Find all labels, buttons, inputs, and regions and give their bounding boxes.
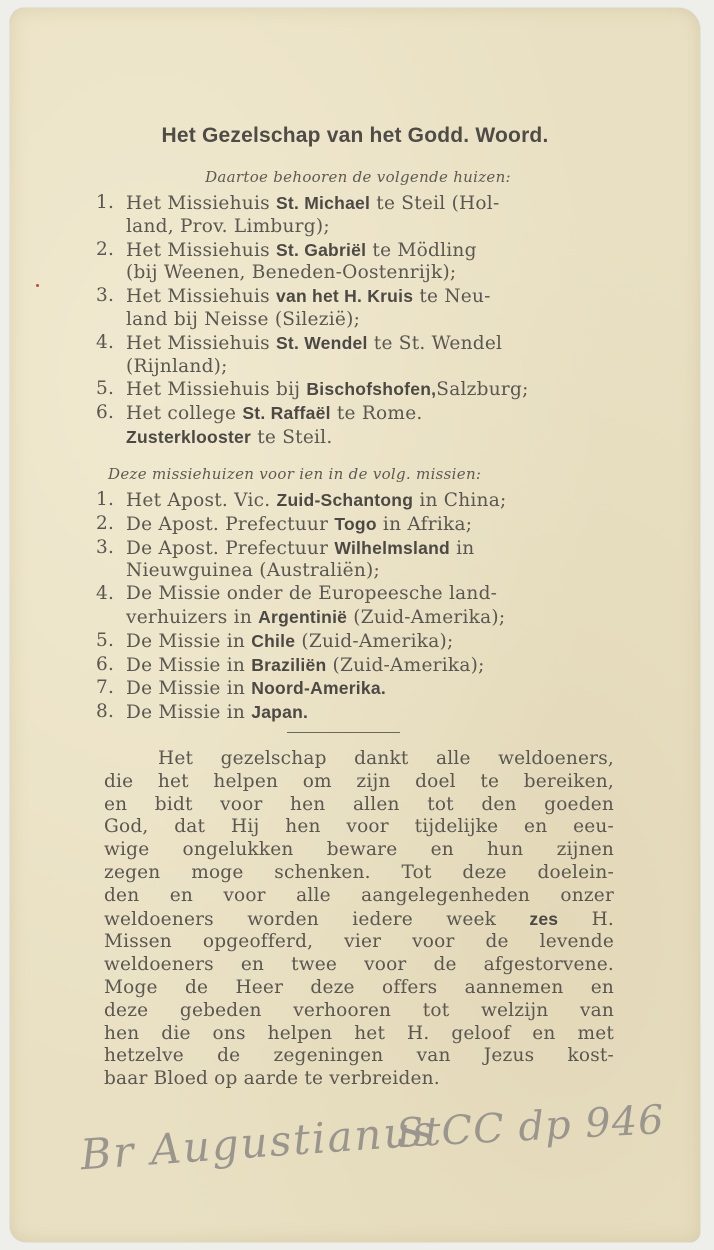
text-segment: De Missie in xyxy=(126,702,252,724)
bold-place-name: Bischofshofen, xyxy=(306,379,437,400)
item-number: 1. xyxy=(96,489,115,510)
item-line xyxy=(126,402,626,426)
item-line xyxy=(126,426,626,450)
item-number: 4. xyxy=(96,331,115,353)
item-number: 5. xyxy=(96,378,115,400)
item-number: 2. xyxy=(96,238,115,260)
item-line xyxy=(126,606,626,630)
text-segment: H. xyxy=(558,908,614,930)
item-number: 5. xyxy=(96,629,115,651)
item-line xyxy=(126,677,626,701)
missions-heading: Deze missiehuizen voor ien in de volg. missien: xyxy=(108,465,482,483)
item-number: 6. xyxy=(96,402,115,424)
text-segment: Het college xyxy=(126,403,243,425)
list-item xyxy=(96,701,626,725)
bold-place-name: St. Wendel xyxy=(275,332,368,353)
text-segment: den en voor alle aangelegenheden onzer xyxy=(104,884,614,906)
list-item xyxy=(96,402,626,450)
text-segment: (Rijnland); xyxy=(126,355,228,377)
text-segment: Het Missiehuis xyxy=(126,332,276,354)
item-line xyxy=(126,309,626,332)
paragraph-line xyxy=(104,794,614,817)
paragraph-line xyxy=(104,1000,614,1023)
missions-list xyxy=(96,489,626,725)
text-segment: Het Missiehuis xyxy=(126,193,276,214)
handwritten-reference: StCC dp 946 xyxy=(394,1097,666,1157)
paragraph-line xyxy=(104,816,614,839)
paragraph-line xyxy=(104,1023,614,1046)
text-segment: (Zuid-Amerika); xyxy=(326,654,485,676)
paragraph-line xyxy=(104,748,614,771)
list-item xyxy=(96,583,626,630)
paragraph-line xyxy=(104,908,614,932)
paragraph-line xyxy=(104,1045,614,1068)
item-line xyxy=(126,537,626,561)
text-segment: Nieuwguinea (Australiën); xyxy=(126,560,380,582)
item-number: 4. xyxy=(96,583,115,605)
paragraph-line xyxy=(104,954,614,977)
text-segment: Het Apost. Vic. xyxy=(126,490,277,511)
bold-place-name: St. Raffaël xyxy=(242,403,331,424)
houses-heading: Daartoe behooren de volgende huizen: xyxy=(205,168,511,186)
text-segment: zegen moge schenken. Tot deze doelein- xyxy=(104,861,614,883)
paragraph-line xyxy=(104,862,614,885)
list-item xyxy=(96,630,626,654)
houses-list xyxy=(96,192,626,450)
item-number: 2. xyxy=(96,512,115,534)
text-segment: weldoeners worden iedere week xyxy=(104,908,530,930)
item-number: 3. xyxy=(96,285,115,307)
text-segment: wige ongelukken beware en hun zijnen xyxy=(104,839,614,861)
text-segment: baar Bloed op aarde te verbreiden. xyxy=(104,1068,440,1090)
paragraph-line xyxy=(104,839,614,862)
item-number: 8. xyxy=(96,701,115,723)
text-segment: (Zuid-Amerika); xyxy=(347,606,506,628)
text-segment: (Zuid-Amerika); xyxy=(295,630,454,652)
list-item xyxy=(96,654,626,678)
text-segment: Het Missiehuis xyxy=(126,286,276,308)
bold-place-name: van het H. Kruis xyxy=(275,286,414,307)
item-number: 1. xyxy=(96,192,115,213)
paragraph-line xyxy=(104,885,614,908)
list-item xyxy=(96,677,626,701)
text-segment: De Missie in xyxy=(126,678,252,700)
text-segment: hen die ons helpen het H. geloof en met xyxy=(104,1022,614,1044)
item-line xyxy=(126,654,626,678)
bold-place-name: Noord-Amerika. xyxy=(251,678,386,699)
list-item xyxy=(96,489,626,513)
item-line xyxy=(126,378,626,402)
item-line xyxy=(126,262,626,285)
closing-paragraph xyxy=(104,748,614,1091)
text-segment: De Missie onder de Europeesche land- xyxy=(126,583,498,605)
item-line xyxy=(126,560,626,583)
item-line xyxy=(126,489,626,513)
list-item xyxy=(96,513,626,537)
paragraph-line xyxy=(104,977,614,1000)
text-segment: De Apost. Prefectuur xyxy=(126,537,335,559)
handwritten-signature: Br Augustianus xyxy=(78,1105,438,1180)
bold-place-name: Zuid-Schantong xyxy=(276,490,414,510)
bold-place-name: St. Gabriël xyxy=(275,239,367,260)
item-line xyxy=(126,285,626,309)
text-segment: te Steil. xyxy=(251,426,333,448)
bold-place-name: St. Michael xyxy=(275,193,371,213)
bold-place-name: Togo xyxy=(334,513,377,534)
list-item xyxy=(96,285,626,332)
list-item xyxy=(96,332,626,379)
bold-place-name: Braziliën xyxy=(251,654,327,675)
text-segment: in China; xyxy=(413,490,507,511)
list-item xyxy=(96,378,626,402)
text-segment: (bij Weenen, Beneden-Oostenrijk); xyxy=(126,262,457,284)
item-line xyxy=(126,583,626,606)
text-segment: land, Prov. Limburg); xyxy=(126,215,330,237)
item-line xyxy=(126,192,626,216)
section-divider xyxy=(287,732,400,733)
list-item xyxy=(96,537,626,584)
list-item xyxy=(96,192,626,239)
ink-spot xyxy=(36,284,39,287)
text-segment: die het helpen om zijn doel te bereiken, xyxy=(104,770,614,792)
item-number: 7. xyxy=(96,677,115,699)
text-segment: God, dat Hij hen voor tijdelijke en eeu- xyxy=(104,816,614,838)
text-segment: Salzburg; xyxy=(436,379,529,401)
document-title: Het Gezelschap van het Godd. Woord. xyxy=(161,124,549,147)
paragraph-line xyxy=(104,771,614,794)
document-card xyxy=(10,8,700,1242)
paragraph-line xyxy=(104,1068,614,1091)
text-segment: te Rome. xyxy=(330,403,423,425)
bold-place-name: Chile xyxy=(251,630,296,651)
text-segment: te Mödling xyxy=(366,239,477,261)
text-segment: De Apost. Prefectuur xyxy=(126,513,335,535)
text-segment: weldoeners en twee voor de afgestorvene. xyxy=(104,954,614,976)
bold-place-name: Argentinië xyxy=(258,606,348,627)
item-number: 6. xyxy=(96,653,115,675)
text-segment: deze gebeden verhooren tot welzijn van xyxy=(104,999,614,1021)
bold-place-name: zes xyxy=(529,908,559,929)
text-segment: en bidt voor hen allen tot den goeden xyxy=(104,793,614,815)
text-segment: te Steil (Hol- xyxy=(370,193,500,214)
text-segment: Het Missiehuis xyxy=(126,239,276,261)
text-segment: De Missie in xyxy=(126,630,252,652)
item-line xyxy=(126,216,626,239)
text-segment: Moge de Heer deze offers aannemen en xyxy=(104,976,614,998)
item-line xyxy=(126,701,626,725)
text-segment: Het gezelschap dankt alle weldoeners, xyxy=(158,748,614,769)
paragraph-line xyxy=(104,931,614,954)
item-number: 3. xyxy=(96,536,115,558)
item-line xyxy=(126,630,626,654)
bold-place-name: Zusterklooster xyxy=(126,426,252,447)
bold-place-name: Japan. xyxy=(251,702,309,723)
text-segment: te St. Wendel xyxy=(367,332,503,354)
text-segment: land bij Neisse (Silezië); xyxy=(126,308,361,330)
text-segment: te Neu- xyxy=(413,286,491,308)
item-line xyxy=(126,513,626,537)
text-segment: De Missie in xyxy=(126,654,252,676)
item-line xyxy=(126,239,626,263)
text-segment: verhuizers in xyxy=(126,606,259,628)
text-segment: in Afrika; xyxy=(376,513,473,535)
item-line xyxy=(126,356,626,379)
text-segment: in xyxy=(449,537,475,559)
item-line xyxy=(126,332,626,356)
list-item xyxy=(96,239,626,286)
bold-place-name: Wilhelmsland xyxy=(334,537,450,558)
text-segment: hetzelve de zegeningen van Jezus kost- xyxy=(104,1045,614,1067)
text-segment: Missen opgeofferd, vier voor de levende xyxy=(104,931,614,953)
text-segment: Het Missiehuis bij xyxy=(126,379,307,401)
